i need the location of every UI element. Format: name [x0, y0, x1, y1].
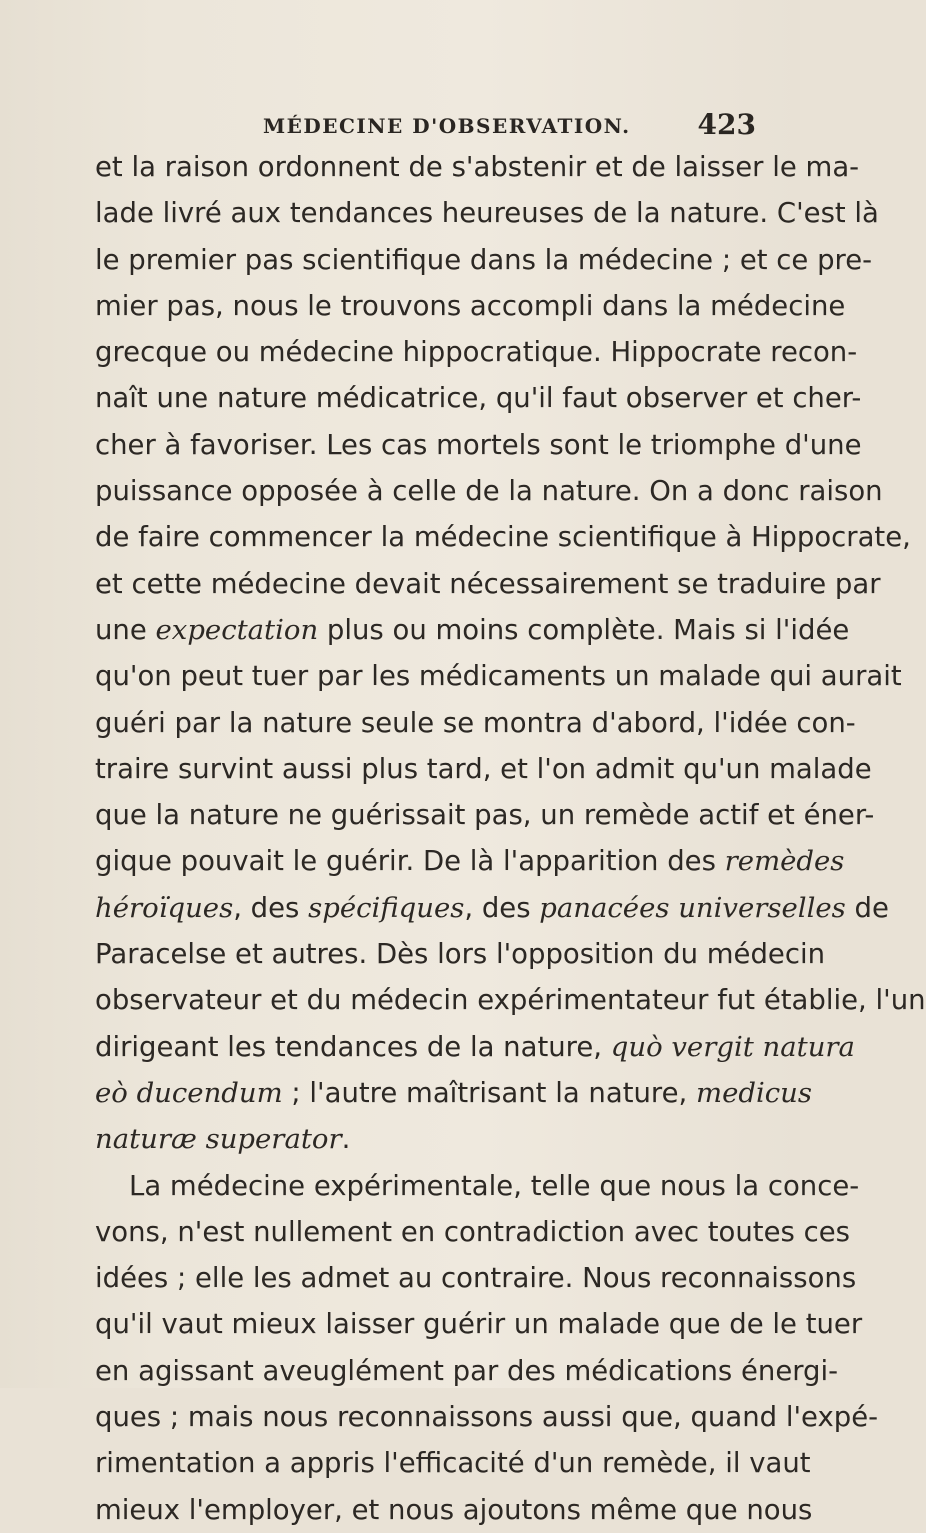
- text-segment: ; l'autre maîtrisant la nature,: [282, 1076, 697, 1109]
- text-line: mier pas, nous le trouvons accompli dans la médecine: [95, 289, 846, 322]
- text-line: [95, 1070, 813, 1116]
- text-line: observateur et du médecin expérimentateur fut établie, l'un: [95, 984, 926, 1017]
- text-line: que la nature ne guérissait pas, un remède actif et éner-: [95, 799, 875, 832]
- text-line: vons, n'est nullement en contradiction avec toutes ces: [95, 1215, 850, 1248]
- text-line: naît une nature médicatrice, qu'il faut observer et cher-: [95, 382, 862, 415]
- italic-latin-phrase: eò ducendum: [95, 1076, 283, 1109]
- text-line: [95, 1024, 855, 1070]
- paragraph: [95, 144, 926, 1163]
- text-line: traire survint aussi plus tard, et l'on admit qu'un malade: [95, 752, 872, 785]
- text-line: [95, 1116, 760, 1162]
- text-segment: plus ou moins complète. Mais si l'idée: [318, 613, 850, 646]
- italic-term: panacées universelles: [539, 891, 846, 924]
- text-line: le premier pas scientifique dans la médecine ; et ce pre-: [95, 243, 873, 276]
- running-title: MÉDECINE D'OBSERVATION.: [263, 114, 631, 138]
- italic-term: héroïques: [95, 891, 234, 924]
- text-segment: de: [845, 891, 889, 924]
- text-line: et cette médecine devait nécessairement se traduire par: [95, 567, 881, 600]
- text-line: qu'il vaut mieux laisser guérir un malade que de le tuer: [95, 1308, 863, 1341]
- text-line: puissance opposée à celle de la nature. On a donc raison: [95, 475, 883, 508]
- italic-term: remèdes: [724, 845, 845, 878]
- text-line: rimentation a appris l'efficacité d'un remède, il vaut: [95, 1447, 811, 1480]
- text-line: grecque ou médecine hippocratique. Hippocrate recon-: [95, 336, 858, 369]
- text-line: [95, 607, 850, 653]
- body-text: [95, 144, 926, 1533]
- italic-term: expectation: [155, 613, 319, 646]
- text-segment: , des: [233, 891, 309, 924]
- text-line: ques ; mais nous reconnaissons aussi que, quand l'expé-: [95, 1401, 879, 1434]
- text-line: qu'on peut tuer par les médicaments un malade qui aurait: [95, 660, 902, 693]
- text-segment: .: [341, 1123, 351, 1156]
- text-segment: dirigeant les tendances de la nature,: [95, 1030, 611, 1063]
- page-number: 423: [697, 108, 756, 141]
- italic-term: spécifiques: [308, 891, 465, 924]
- text-line: et la raison ordonnent de s'abstenir et de laisser le ma-: [95, 151, 860, 183]
- text-line: cher à favoriser. Les cas mortels sont le triomphe d'une: [95, 428, 862, 461]
- text-line: en agissant aveuglément par des médications énergi-: [95, 1354, 839, 1387]
- text-line: La médecine expérimentale, telle que nous la conce-: [129, 1169, 860, 1202]
- text-segment: une: [95, 613, 156, 646]
- text-segment: , des: [464, 891, 540, 924]
- text-segment: gique pouvait le guérir. De là l'apparition des: [95, 845, 725, 878]
- italic-latin-phrase: medicus: [696, 1076, 813, 1109]
- italic-latin-phrase: naturæ superator: [95, 1123, 342, 1156]
- paragraph: [95, 1163, 879, 1533]
- text-line: Paracelse et autres. Dès lors l'opposition du médecin: [95, 938, 826, 971]
- text-line: [95, 838, 845, 884]
- text-line: idées ; elle les admet au contraire. Nous reconnaissons: [95, 1262, 857, 1295]
- text-line: [95, 885, 889, 931]
- italic-latin-phrase: quò vergit natura: [610, 1030, 855, 1063]
- text-line: lade livré aux tendances heureuses de la nature. C'est là: [95, 197, 879, 230]
- text-line: guéri par la nature seule se montra d'abord, l'idée con-: [95, 706, 856, 739]
- text-line: de faire commencer la médecine scientifique à Hippocrate,: [95, 521, 911, 554]
- page-header: [95, 108, 760, 144]
- text-line: mieux l'employer, et nous ajoutons même que nous: [95, 1493, 813, 1526]
